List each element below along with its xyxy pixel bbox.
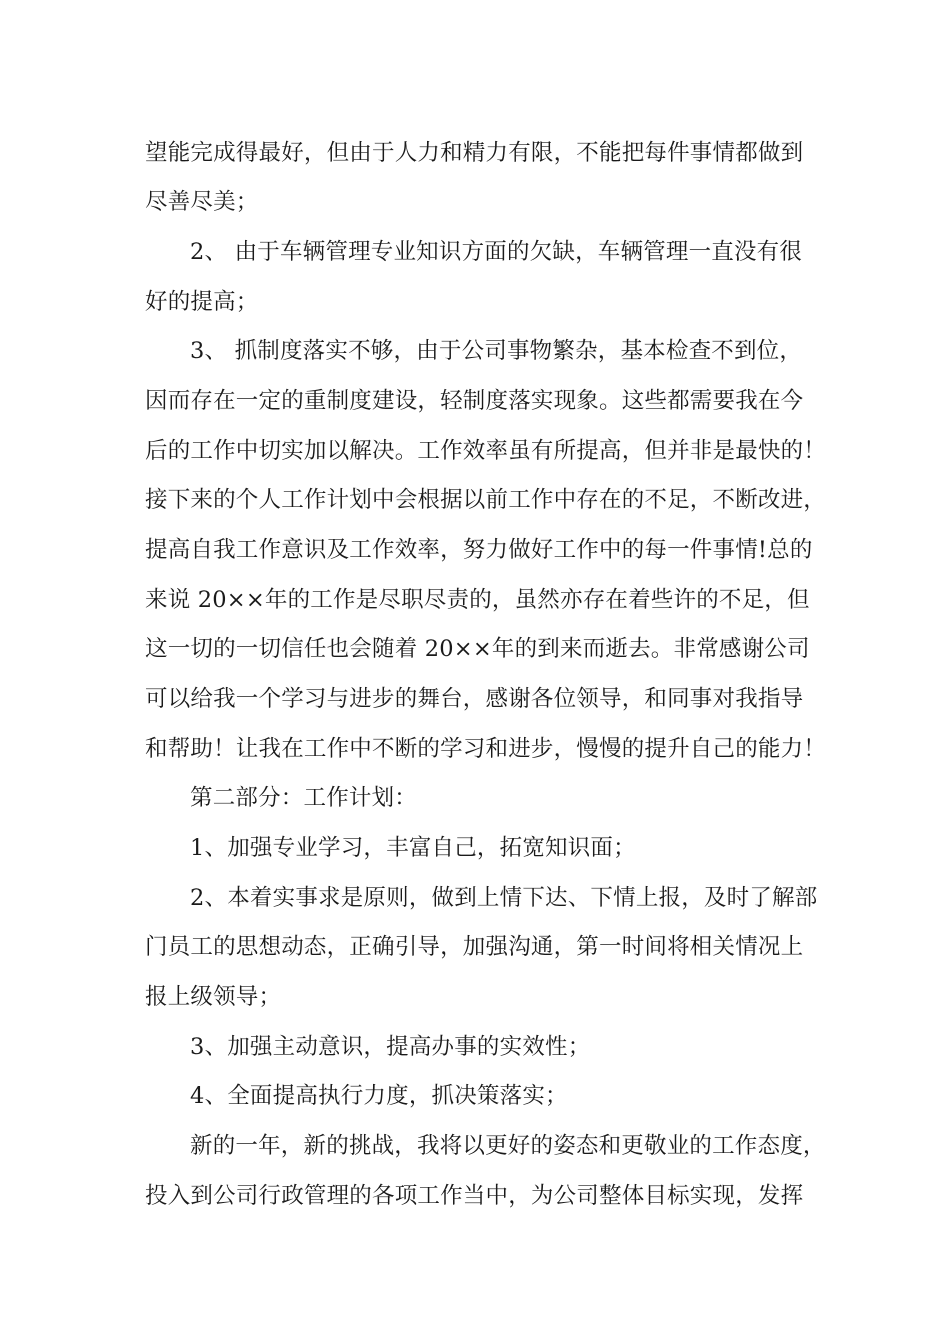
text-line: 来说 20××年的工作是尽职尽责的，虽然亦存在着些许的不足，但	[145, 587, 810, 613]
text-line: 2、 由于车辆管理专业知识方面的欠缺，车辆管理一直没有很	[190, 239, 803, 265]
text-line: 这一切的一切信任也会随着 20××年的到来而逝去。非常感谢公司	[145, 636, 810, 662]
text-line: 后的工作中切实加以解决。工作效率虽有所提高，但并非是最快的！	[145, 438, 827, 464]
section-heading: 第二部分：工作计划：	[190, 785, 418, 811]
text-line: 因而存在一定的重制度建设，轻制度落实现象。这些都需要我在今	[145, 388, 804, 414]
text-line: 门员工的思想动态，正确引导，加强沟通，第一时间将相关情况上	[145, 934, 804, 960]
text-line: 和帮助！让我在工作中不断的学习和进步，慢慢的提升自己的能力！	[145, 736, 827, 762]
text-line: 3、 抓制度落实不够，由于公司事物繁杂，基本检查不到位，	[190, 338, 803, 364]
text-line: 尽善尽美；	[145, 189, 259, 215]
text-line: 好的提高；	[145, 289, 259, 315]
text-line: 可以给我一个学习与进步的舞台，感谢各位领导，和同事对我指导	[145, 686, 804, 712]
text-line: 3、加强主动意识，提高办事的实效性；	[190, 1034, 591, 1060]
text-line: 1、加强专业学习，丰富自己，拓宽知识面；	[190, 835, 636, 861]
text-line: 提高自我工作意识及工作效率，努力做好工作中的每一件事情!总的	[145, 537, 813, 563]
text-line: 投入到公司行政管理的各项工作当中，为公司整体目标实现，发挥	[145, 1183, 804, 1209]
text-line: 新的一年，新的挑战，我将以更好的姿态和更敬业的工作态度，	[190, 1133, 826, 1159]
text-line: 望能完成得最好，但由于人力和精力有限，不能把每件事情都做到	[145, 140, 804, 166]
text-line: 4、全面提高执行力度，抓决策落实；	[190, 1083, 568, 1109]
text-line: 2、本着实事求是原则，做到上情下达、下情上报，及时了解部	[190, 885, 818, 911]
text-line: 接下来的个人工作计划中会根据以前工作中存在的不足，不断改进，	[145, 487, 827, 513]
text-line: 报上级领导；	[145, 984, 282, 1010]
